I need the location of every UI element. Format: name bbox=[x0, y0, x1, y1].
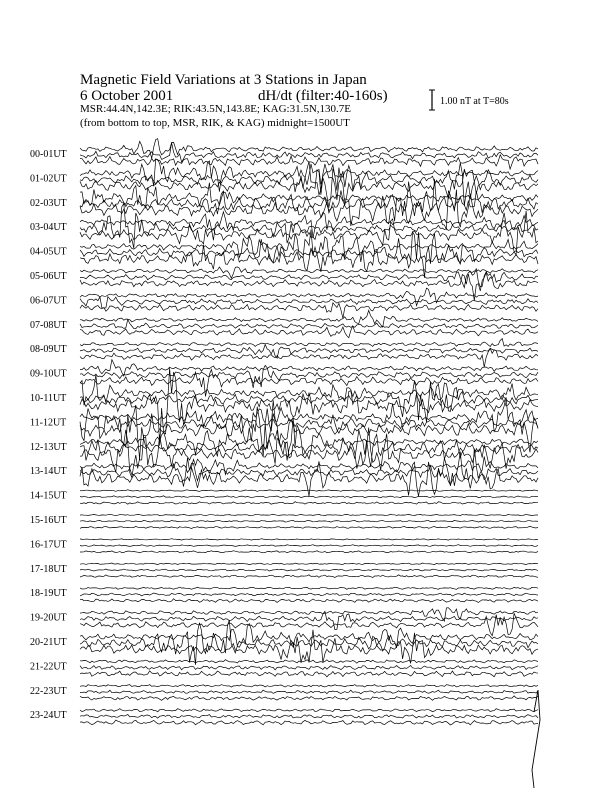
station-coordinates: MSR:44.4N,142.3E; RIK:43.5N,143.8E; KAG:31.5N,130.7E bbox=[80, 103, 352, 115]
trace-rik bbox=[80, 345, 538, 359]
trace-msr bbox=[80, 671, 538, 677]
trace-rik bbox=[80, 666, 538, 670]
trace-kag bbox=[80, 212, 538, 241]
hour-label: 01-02UT bbox=[30, 173, 67, 185]
trace-msr bbox=[80, 461, 538, 496]
hour-label: 02-03UT bbox=[30, 197, 67, 209]
trace-kag bbox=[80, 587, 538, 589]
hour-label: 10-11UT bbox=[30, 393, 67, 404]
hour-label: 12-13UT bbox=[30, 441, 67, 453]
chart-title: Magnetic Field Variations at 3 Stations in Japan bbox=[80, 72, 367, 88]
trace-msr bbox=[80, 720, 538, 725]
trace-kag bbox=[80, 709, 538, 712]
trace-rik bbox=[80, 620, 538, 665]
hour-label: 05-06UT bbox=[30, 271, 67, 282]
trace-rik bbox=[80, 409, 538, 441]
trace-msr bbox=[80, 303, 538, 318]
station-order-note: (from bottom to top, MSR, RIK, & KAG) midnight=1500UT bbox=[80, 117, 350, 129]
trace-rik bbox=[80, 593, 538, 596]
trace-kag bbox=[80, 417, 538, 460]
hour-label: 17-18UT bbox=[30, 563, 67, 575]
hour-label: 18-19UT bbox=[30, 588, 67, 600]
trace-kag bbox=[80, 685, 538, 688]
hour-label: 13-14UT bbox=[30, 466, 67, 478]
trace-rik bbox=[80, 319, 538, 328]
hour-label: 00-01UT bbox=[30, 149, 67, 160]
hour-label: 03-04UT bbox=[30, 222, 67, 234]
trace-msr bbox=[80, 368, 538, 446]
trace-msr bbox=[80, 326, 538, 338]
hour-label: 21-22UT bbox=[30, 661, 67, 673]
trace-msr bbox=[80, 349, 538, 367]
trace-msr bbox=[80, 599, 538, 603]
trace-msr bbox=[80, 502, 538, 505]
trace-kag bbox=[80, 624, 538, 648]
hour-label: 22-23UT bbox=[30, 685, 67, 697]
trace-msr bbox=[80, 427, 538, 477]
trace-msr bbox=[80, 551, 538, 553]
hour-label: 20-21UT bbox=[30, 637, 67, 648]
trace-kag bbox=[80, 539, 538, 540]
trace-msr bbox=[80, 630, 538, 664]
trace-msr bbox=[80, 613, 538, 635]
hour-label: 06-07UT bbox=[30, 295, 67, 307]
trace-kag bbox=[80, 490, 538, 492]
trace-rik bbox=[80, 365, 538, 387]
hour-label: 23-24UT bbox=[30, 710, 67, 722]
trace-rik bbox=[80, 569, 538, 571]
scale-bar-label: 1.00 nT at T=80s bbox=[440, 96, 509, 107]
trace-kag bbox=[80, 339, 538, 347]
hour-label: 15-16UT bbox=[30, 515, 67, 526]
trace-kag bbox=[80, 563, 538, 565]
hour-label: 16-17UT bbox=[30, 539, 67, 551]
trace-rik bbox=[80, 545, 538, 547]
hour-label: 07-08UT bbox=[30, 319, 67, 331]
trace-rik bbox=[80, 715, 538, 719]
channel-filter: dH/dt (filter:40-160s) bbox=[258, 88, 388, 104]
trace-msr bbox=[80, 696, 538, 700]
trace-kag bbox=[80, 375, 538, 406]
trace-kag bbox=[80, 288, 538, 306]
trace-msr bbox=[80, 575, 538, 578]
trace-rik bbox=[80, 161, 538, 200]
hour-label: 19-20UT bbox=[30, 612, 67, 624]
hour-label: 04-05UT bbox=[30, 246, 67, 258]
trace-rik bbox=[80, 690, 538, 694]
hour-label: 09-10UT bbox=[30, 368, 67, 380]
trace-spike bbox=[532, 690, 540, 788]
trace-msr bbox=[80, 526, 538, 528]
trace-rik bbox=[80, 381, 538, 423]
trace-kag bbox=[80, 514, 538, 515]
trace-rik bbox=[80, 204, 538, 249]
hour-label: 08-09UT bbox=[30, 344, 67, 356]
chart-date: 6 October 2001 bbox=[80, 88, 174, 104]
trace-rik bbox=[80, 143, 538, 162]
hour-label: 14-15UT bbox=[30, 490, 67, 502]
trace-rik bbox=[80, 520, 538, 522]
hour-label: 11-12UT bbox=[30, 417, 67, 429]
